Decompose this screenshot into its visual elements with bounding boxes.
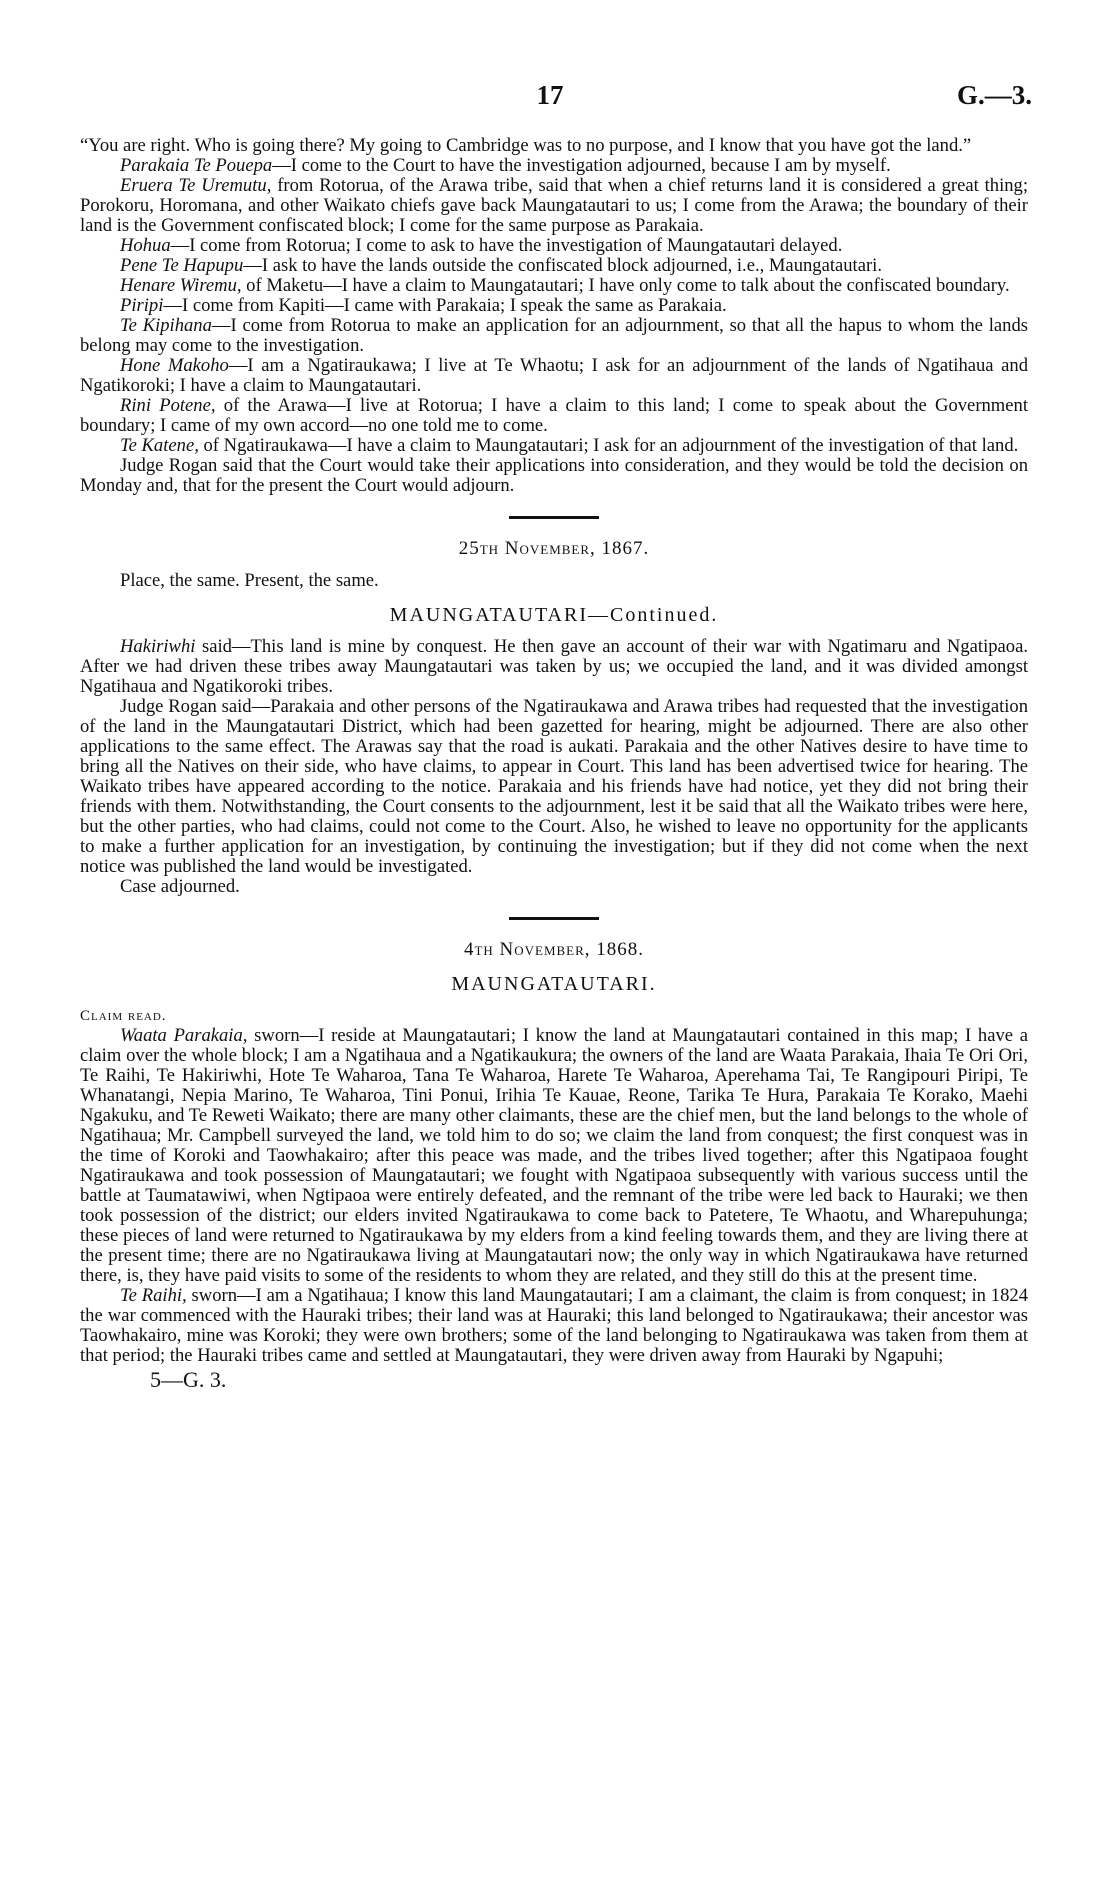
- paragraph: [80, 256, 1028, 276]
- paragraph-text: of Maketu—I have a claim to Maungatautari; I have only come to talk about the confiscated boundary.: [241, 275, 1010, 296]
- section-date: 4th November, 1868.: [463, 939, 645, 960]
- paragraph: [80, 436, 1028, 456]
- paragraph: [80, 276, 1028, 296]
- section-divider: [509, 917, 599, 920]
- speaker-name: Waata Parakaia,: [120, 1025, 248, 1046]
- paragraph-text: —I come from Rotorua to make an application for an adjournment, so that all the hapus to whom the lands belong may come to the investigation.: [80, 315, 1028, 356]
- paragraph-text: Judge Rogan said—Parakaia and other persons of the Ngatiraukawa and Arawa tribes had requested that the investigation of the land in the Maungatautari District, which had been gazetted for hearing, might be adjourned. There are also other applications to the same effect. The Arawas say that the road is aukati. Parakaia and the other Natives desire to have time to bring all the Natives on their side, who have claims, to appear in Court. This land has been advertised twice for hearing. The Waikato tribes have appeared according to the notice. Parakaia and his friends have had notice, yet they did not bring their friends with them. Notwithstanding, the Court consents to the adjournment, lest it be said that all the Waikato tribes were here, but the other parties, who had claims, could not come to the Court. Also, he wished to leave no opportunity for the applicants to make a further application for an investigation, by continuing the investigation; but if they did not come when the next notice was published the land would be investigated.: [80, 696, 1028, 877]
- speaker-name: Rini Potene,: [120, 395, 216, 416]
- paragraph-text: —I come to the Court to have the investigation adjourned, because I am by myself.: [272, 155, 891, 176]
- speaker-name: Te Katene,: [120, 435, 199, 456]
- paragraph-text: of the Arawa—I live at Rotorua; I have a claim to this land; I come to speak about the Government boundary; I came of my own accord—no one told me to come.: [80, 395, 1028, 436]
- minutes-bottom: [80, 1026, 1028, 1366]
- paragraph-text: —I come from Kapiti—I came with Parakaia; I speak the same as Parakaia.: [163, 295, 727, 316]
- paragraph: [80, 156, 1028, 176]
- section-date: 25th November, 1867.: [458, 538, 650, 559]
- paragraph: [80, 176, 1028, 236]
- document-body: [80, 136, 1028, 1390]
- paragraph: [80, 316, 1028, 356]
- section-divider: [509, 516, 599, 519]
- paragraph-text: —I ask to have the lands outside the confiscated block adjourned, i.e., Maungatautari.: [243, 255, 882, 276]
- speaker-name: Te Raihi,: [120, 1285, 187, 1306]
- paragraph: [80, 697, 1028, 877]
- section-place: Place, the same. Present, the same.: [120, 570, 379, 591]
- speaker-name: Piripi: [120, 295, 164, 316]
- paragraph-text: said—This land is mine by conquest. He then gave an account of their war with Ngatimaru and Ngatipaoa. After we had driven these tribes away Maungatautari was taken by us; we occupied the land, and it was divided amongst Ngatihaua and Ngatikoroki tribes.: [80, 636, 1028, 697]
- claim-label: Claim read.: [80, 1008, 167, 1024]
- paragraph: [80, 236, 1028, 256]
- minutes-middle: [80, 637, 1028, 897]
- paragraph: [80, 877, 1028, 897]
- speaker-name: Hone Makoho: [120, 355, 229, 376]
- speaker-name: Te Kipihana: [120, 315, 212, 336]
- paragraph: [80, 396, 1028, 436]
- paragraph-text: of Ngatiraukawa—I have a claim to Maungatautari; I ask for an adjournment of the investigation of that land.: [198, 435, 1019, 456]
- paragraph: [80, 1026, 1028, 1286]
- page-number: 17: [536, 80, 564, 110]
- paragraph: [80, 296, 1028, 316]
- speaker-name: Eruera Te Uremutu,: [120, 175, 272, 196]
- paragraph: [80, 637, 1028, 697]
- paragraph-text: from Rotorua, of the Arawa tribe, said that when a chief returns land it is considered a great thing; Porokoru, Horomana, and other Waikato chiefs gave back Maungatautari to us; I come from the Arawa; the boundary of their land is the Government confiscated block; I come for the same purpose as Parakaia.: [80, 175, 1028, 236]
- paragraph: [80, 136, 1028, 156]
- paragraph-text: “You are right. Who is going there? My going to Cambridge was to no purpose, and I know that you have got the land.”: [80, 135, 972, 156]
- paragraph-text: Case adjourned.: [120, 876, 240, 897]
- speaker-name: Hakiriwhi: [120, 636, 196, 657]
- speaker-name: Henare Wiremu,: [120, 275, 242, 296]
- speaker-name: Pene Te Hapupu: [120, 255, 244, 276]
- sheet-signature: 5—G. 3.: [150, 1367, 227, 1392]
- paragraph-text: —I come from Rotorua; I come to ask to have the investigation of Maungatautari delayed.: [170, 235, 843, 256]
- paragraph: [80, 456, 1028, 496]
- section-heading: MAUNGATAUTARI—Continued.: [389, 604, 719, 626]
- paragraph-text: —I am a Ngatiraukawa; I live at Te Whaotu; I ask for an adjournment of the lands of Ngatihaua and Ngatikoroki; I have a claim to Maungatautari.: [80, 355, 1028, 396]
- minutes-top: [80, 136, 1028, 496]
- paragraph: [80, 356, 1028, 396]
- speaker-name: Hohua: [120, 235, 171, 256]
- speaker-name: Parakaia Te Pouepa: [120, 155, 273, 176]
- paragraph-text: Judge Rogan said that the Court would take their applications into consideration, and they would be told the decision on Monday and, that for the present the Court would adjourn.: [80, 455, 1028, 496]
- section-heading: MAUNGATAUTARI.: [451, 973, 657, 995]
- paragraph-text: sworn—I reside at Maungatautari; I know the land at Maungatautari contained in this map; I have a claim over the whole block; I am a Ngatihaua and a Ngatikaukura; the owners of the land are Waata Parakaia, Ihaia Te Ori Ori, Te Raihi, Te Hakiriwhi, Hote Te Waharoa, Tana Te Waharoa, Harete Te Waharoa, Aperehama Tai, Te Rangipouri Piripi, Te Whanatangi, Nepia Marino, Te Waharoa, Tini Ponui, Irihia Te Kauae, Reone, Tarika Te Hura, Parakaia Te Korako, Maehi Ngakuku, and Te Reweti Waikato; there are many other claimants, these are the chief men, but the land belongs to the whole of Ngatihaua; Mr. Campbell surveyed the land, we told him to do so; we claim the land from conquest; the first conquest was in the time of Koroki and Taowhakairo; after this peace was made, and the tribes lived together; after this Ngatipaoa fought Ngatiraukawa and took possession of Maungatautari; we fought with Ngatipaoa subsequently with various success until the battle at Taumatawiwi, when Ngtipaoa were entirely defeated, and the remnant of the tribe were led back to Hauraki; we then took possession of the district; our elders invited Ngatiraukawa to come back to Patetere, Te Whaotu, and Wharepuhunga; these pieces of land were returned to Ngatiraukawa by my elders from a kind feeling towards them, and they are living there at the present time; there are no Ngatiraukawa living at Maungatautari now; the only way in which Ngatiraukawa have returned there, is, they have paid visits to some of the residents to whom they are related, and they still do this at the present time.: [80, 1025, 1028, 1286]
- paragraph-text: sworn—I am a Ngatihaua; I know this land Maungatautari; I am a claimant, the claim is from conquest; in 1824 the war commenced with the Hauraki tribes; their land was at Hauraki; this land belonged to Ngatiraukawa; their ancestor was Taowhakairo, mine was Koroki; they were own brothers; some of the land belonging to Ngatiraukawa was taken from them at that period; the Hauraki tribes came and settled at Maungatautari, they were driven away from Hauraki by Ngapuhi;: [80, 1285, 1028, 1366]
- paragraph: [80, 1286, 1028, 1366]
- document-reference: G.—3.: [956, 80, 1032, 110]
